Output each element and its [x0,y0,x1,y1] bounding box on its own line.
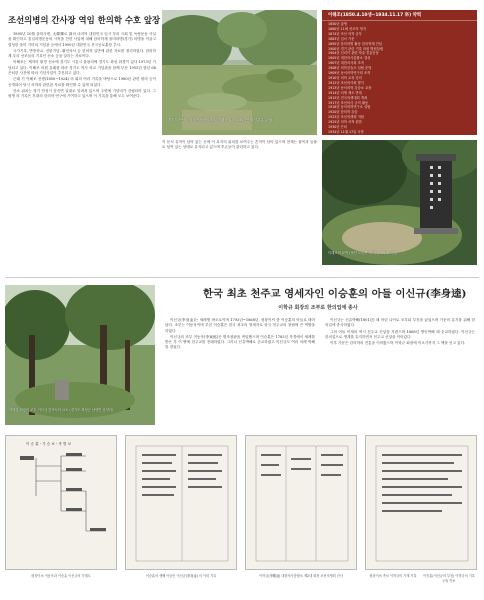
family-tree-document [5,435,117,570]
timeline-item: 1910년 의학 교육 강의 [328,75,362,80]
top-body-text [8,32,156,265]
forest-tomb-photo [5,285,155,425]
paragraph: 이후 가문은 한의학의 전통을 이어왔으며 이학규 회장에 이르기까지 그 맥을 잇고 있다. [330,341,466,346]
middle-title: 한국 최초 천주교 영세자인 이승훈의 아들 이신규(李身逵) [203,288,467,300]
forest-photo-caption: 이학규 회장의 조부 이신규 한의사의 묘소 (경기도 화성군 남양면 남양리) [9,408,114,412]
section-divider [5,277,479,278]
paragraph: 이해조는 제자의 환경 신소에 경기도 시흥시 물왕리에 경기도 화성 화경이 있다 1973년 기념되고 있다. 이해조 의원 유래를 따라 경기도 역사 학교 기념관을 함께 부산 1955년 향년 68 은퇴한 사건에 따라 기념사업이 추진되고 있다. [8,60,156,76]
timeline-item: 1860년 11세 선조의 영지 [328,26,367,31]
tomb-caption: 이해조의 묘역 (뒷면 오른쪽 비석이 그의 묘비임) [328,251,398,255]
timeline-item: 1914년 의생 제도 반대 [328,90,362,95]
grave-photo [162,10,317,135]
record-document-2 [245,435,357,570]
timeline-item: 1908년 의학강습소 설립 운영 [328,66,372,71]
middle-column-2 [325,318,475,423]
timeline-item: 1905년 대한의사총합소 결성 [328,56,371,61]
timeline-box [322,10,477,135]
paragraph: 이신규(李身逵)는 세례명 바오로이며 1793년~1868년. 평창이씨 중 이승훈의 아들로 태어났다. 조부는 이동욱이며 부친 이승훈은 한국 최초의 영세자로 한국 천주교의 창립에 큰 역할을 하였다. [165,318,315,333]
paragraph: 그의 아들 이재의 역시 천주교 신앙을 지켰으며 1868년 병인박해 때 순교하였다. 이신규는 한의업으로 생계를 유지하면서 천주교 신앙을 이어갔다. [325,329,475,339]
family-tree-diagram [6,436,118,571]
record-lines [126,436,238,571]
record-document-3 [365,435,477,570]
timeline-item: 1883년 김씨 가문 [328,36,355,41]
timeline-item: 1923년 조선의생회 지원 [328,115,364,120]
bottom-caption: 이학규(李鶴逵) 대한의사총합소 제2대 회장 조선의생회 간사 [259,574,343,578]
bottom-caption: 이승훈의 셋째 아들인 이신규(李身逵) 의 이력 기록 [145,574,217,578]
timeline-item: 1907년 대한의사회 조직 [328,61,364,66]
timeline-item: 1850년 출생 [328,22,347,26]
paragraph: 이 문서 유적이 남아 있는 곳에 이 묘지의 위치를 보여주는 흔적이 남아 있으며 현재는 잡목과 들풀로 덮여 있는 상태로 유지되고 있으며 후손들이 관리하고 있다. [162,140,317,150]
record-lines [246,436,358,571]
top-headline: 조선의병의 간사장 역임 한의학 수호 앞장 [8,15,161,25]
tomb-image [322,140,477,265]
paragraph: 산소 위치는 경기 안성시 삼죽면 일대로 알려져 있으며 주변에 기념비가 건립되어 있다. 그 평생 의 기록은 후대의 한의학 연구에 기여하고 있으며 이 기록을 통해 모두 보여준다. [8,88,156,99]
timeline-item: 1934년 11월 17일 사망 [328,129,364,134]
middle-column-1 [165,318,315,423]
timeline-item: 1913년 동서의학 강습소 교장 [328,85,372,90]
timeline-item: 1904년 신의약 관련 학술 진흥운동 [328,51,379,56]
record-lines [366,436,478,571]
middle-subtitle: 이학규 회장의 조부로 한의업에 종사 [278,305,358,311]
bottom-caption: 이승훈(이신규의 부친) 이학규의 기록(이) 족보 [423,574,475,583]
timeline-item: 1918년 동서의학연구소 설립 [328,105,371,110]
grave-photo-caption: 경기도 안성시 삼죽면 덕산리 소재 이해조 일가 묘소(가운데 앞부분 무덤) [168,118,273,122]
forest-image [5,285,155,425]
timeline-item: 1895년 을미의병 활동 한의학계 전념 [328,41,382,46]
bottom-caption: 평창이씨 이동욱과 이승훈 이신규의 가계도 [31,574,91,578]
timeline-item: 1917년 조선의사 규칙 활동 [328,100,369,105]
tomb-photo [322,140,477,265]
paragraph: 국가기록, 반중학교, 신탄기념, 활인의서 등 한의학 일반에 관한 자료를 정리하였다. 한의학계 우리 선조들의 기록인 신소 등을 알리는 자료이다. [8,48,156,59]
timeline-item: 1874년 조선 의학 공부 [328,31,362,36]
grave-landscape-image [162,10,317,135]
timeline-title: 이해조(1850.4.10생~1934.11.17 卒) 약력 [322,10,477,21]
timeline-item: 1912년 조선의사회 발기 [328,80,364,85]
continued-text [162,140,317,228]
paragraph: 1895년 10월 을미사변, 大韓輝로 訓의 마지막 대한민국 임시 부의 국회 및 독립운동 사실을 확인하고 통일의병운동의 시작을 전한 사업에 대해 한의학계 을미의병(경기) 의병을 이끌고 결성한 을미 기미의 기념관 등에서 1950년 대한민국 건국공로훈장 추서. [8,32,156,47]
timeline-item: 1915년 전국의생대회 개최 [328,95,368,100]
paragraph: 이신규의 조부 이동욱(李東郁)은 병조참판을 역임했으며 이승훈은 1783년 북경에서 세례를 받은 후 이 땅에 천주교를 전래하였다. 그러나 신유박해로 순교하였고 이신규도 여러 차례 박해를 겪었다. [165,334,315,350]
timeline-list [322,21,477,135]
timeline-item: 1909년 동서의학연구회 조직 [328,71,371,76]
paragraph: 근래 기 이해조 선생(1850~1924) 의 회의 여러 기록을 바탕으로 1980년 관련 평의 등이 공개되어 당시 의학과 관련된 자료를 확인할 수 있게 되었다. [8,77,156,87]
paragraph: 이신규는 신유박해(1801년) 때 어린 나이로 조부와 부친을 잃었으며 가문의 유지를 위해 한의업에 종사하였다. [325,318,475,328]
family-tree-title: 이 승 훈 - 가 승 보 - 족 별 보 [26,442,72,446]
bottom-caption: 평창이씨 족보 이학규의 가계 기록 [369,574,417,578]
timeline-item: 1930년 은퇴 [328,125,347,130]
timeline-item: 1920년 한의학 강습 [328,110,358,115]
timeline-item: 1925년 의학 서적 편찬 [328,120,362,125]
timeline-item: 1900년 경기 관련 기록 의원 병원설립 [328,46,384,51]
record-document-1 [125,435,237,570]
